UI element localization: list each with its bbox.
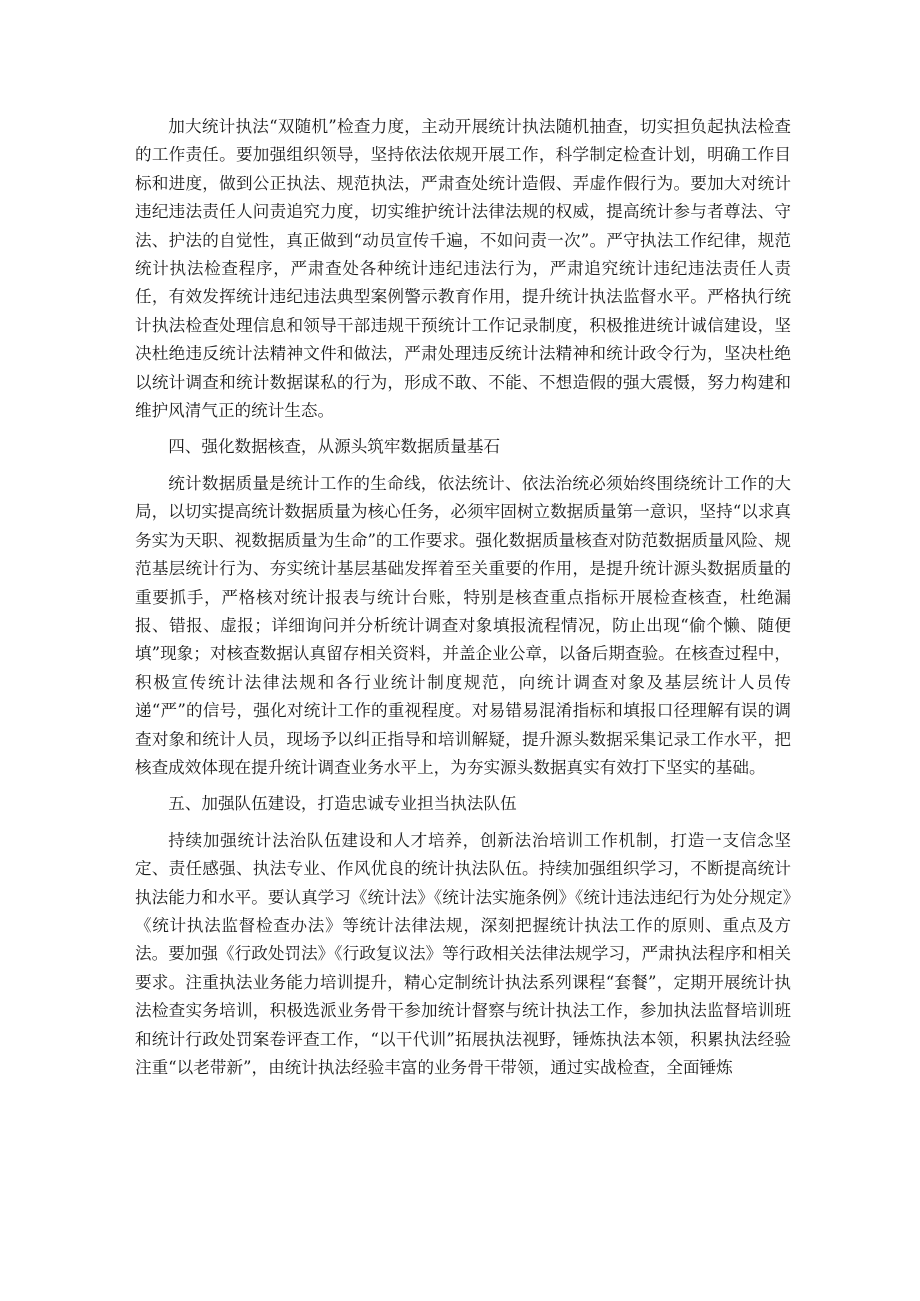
paragraph-data-verification: 统计数据质量是统计工作的生命线，依法统计、依法治统必须始终围绕统计工作的大局，以切实提高统计数据质量为核心任务，必须牢固树立数据质量第一意识，坚持“以求真务实为天职、视数据质量为生命”的工作要求。强化数据质量核查对防范数据质量风险、规范基层统计行为、夯实统计基层基础发挥着至关重要的作用，是提升统计源头数据质量的重要抓手，严格核对统计报表与统计台账，特别是核查重点指标开展检查核查，杜绝漏报、错报、虚报；详细询问并分析统计调查对象填报流程情况，防止出现“偷个懒、随便填”现象；对核查数据认真留存相关资料，并盖企业公章，以备后期查验。在核查过程中，积极宣传统计法律法规和各行业统计制度规范，向统计调查对象及基层统计人员传递“严”的信号，强化对统计工作的重视程度。对易错易混淆指标和填报口径理解有误的调查对象和统计人员，现场予以纠正指导和培训解疑，提升源头数据采集记录工作水平，把核查成效体现在提升统计调查业务水平上，为夯实源头数据真实有效打下坚实的基础。 — [135, 473, 791, 777]
document-page — [135, 113, 791, 1090]
paragraph-team-building: 持续加强统计法治队伍建设和人才培养，创新法治培训工作机制，打造一支信念坚定、责任感强、执法专业、作风优良的统计执法队伍。持续加强组织学习，不断提高统计执法能力和水平。要认真学习《统计法》《统计法实施条例》《统计违法违纪行为处分规定》《统计执法监督检查办法》等统计法律法规，深刻把握统计执法工作的原则、重点及方法。要加强《行政处罚法》《行政复议法》等行政相关法律法规学习，严肃执法程序和相关要求。注重执法业务能力培训提升，精心定制统计执法系列课程“套餐”，定期开展统计执法检查实务培训，积极选派业务骨干参加统计督察与统计执法工作，参加执法监督培训班和统计行政处罚案卷评查工作，“以干代训”拓展执法视野，锤炼执法本领，积累执法经验注重“以老带新”，由统计执法经验丰富的业务骨干带领，通过实战检查，全面锤炼 — [135, 830, 791, 1077]
paragraph-enforcement-checks: 加大统计执法“双随机”检查力度，主动开展统计执法随机抽查，切实担负起执法检查的工作责任。要加强组织领导，坚持依法依规开展工作，科学制定检查计划，明确工作目标和进度，做到公正执法、规范执法，严肃查处统计造假、弄虚作假行为。要加大对统计违纪违法责任人问责追究力度，切实维护统计法律法规的权威，提高统计参与者尊法、守法、护法的自觉性，真正做到“动员宣传千遍，不如问责一次”。严守执法工作纪律，规范统计执法检查程序，严肃查处各种统计违纪违法行为，严肃追究统计违纪违法责任人责任，有效发挥统计违纪违法典型案例警示教育作用，提升统计执法监督水平。严格执行统计执法检查处理信息和领导干部违规干预统计工作记录制度，积极推进统计诚信建设，坚决杜绝违反统计法精神文件和做法，严肃处理违反统计法精神和统计政令行为，坚决杜绝以统计调查和统计数据谋私的行为，形成不敢、不能、不想造假的强大震慑，努力构建和维护风清气正的统计生态。 — [135, 117, 791, 421]
section-heading-5: 五、加强队伍建设，打造忠诚专业担当执法队伍 — [168, 794, 517, 814]
section-heading-4: 四、强化数据核查，从源头筑牢数据质量基石 — [168, 437, 501, 457]
